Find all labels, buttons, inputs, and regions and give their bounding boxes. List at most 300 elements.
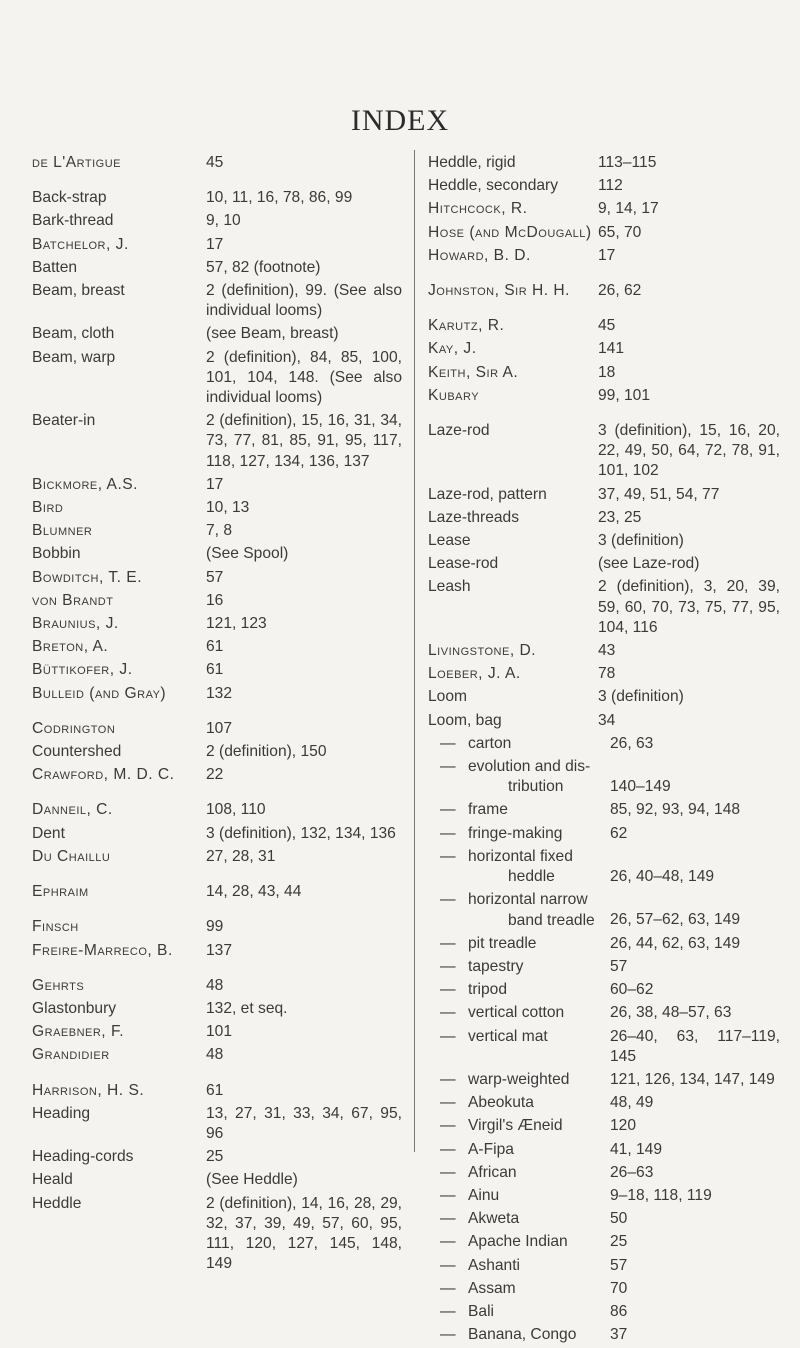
index-subterm [468, 1003, 564, 1023]
index-page-refs: 85, 92, 93, 94, 148 [610, 801, 741, 819]
index-page-refs: 45 [598, 317, 616, 335]
subterm-continuation: tribution [508, 778, 564, 796]
index-entry [32, 1170, 402, 1193]
index-term [428, 890, 610, 930]
index-term: Heddle [32, 1194, 82, 1212]
sub-entry-dash: — [440, 1186, 456, 1204]
index-page-refs: 10, 13 [206, 499, 250, 517]
index-entry [428, 1256, 780, 1279]
index-page-refs: 2 (definition), 99. (See also individual looms) [206, 282, 402, 320]
index-entry [428, 1003, 780, 1026]
index-page-refs: 99, 101 [598, 386, 651, 404]
sub-entry-dash: — [440, 891, 456, 909]
index-entry [32, 976, 402, 999]
index-page-refs: 2 (definition), 15, 16, 31, 34, 73, 77, 81, 85, 91, 95, 117, 118, 127, 134, 136, 137 [206, 412, 402, 470]
index-term: Beam, breast [32, 282, 125, 300]
index-term: Johnston, Sir H. H. [428, 282, 571, 300]
index-entry [428, 1093, 780, 1116]
index-entry [428, 1279, 780, 1302]
subterm-text: Akweta [468, 1210, 520, 1228]
sub-entry-dash: — [440, 1163, 456, 1181]
index-page-refs: (See Spool) [206, 545, 289, 563]
index-page-refs: 132, et seq. [206, 999, 288, 1017]
sub-entry-dash: — [440, 758, 456, 776]
index-subterm [468, 1116, 563, 1136]
index-subterm [468, 890, 595, 930]
index-page-refs: 14, 28, 43, 44 [206, 883, 302, 901]
subterm-continuation: heddle [508, 868, 555, 886]
index-term [428, 824, 610, 844]
index-term: Bowditch, T. E. [32, 568, 143, 586]
index-entry [428, 199, 780, 222]
index-page-refs: 10, 11, 16, 78, 86, 99 [206, 189, 353, 207]
index-entry [32, 719, 402, 742]
index-column-left [32, 153, 402, 1277]
index-subterm [468, 1186, 499, 1206]
index-entry [428, 1209, 780, 1232]
subterm-text: frame [468, 801, 508, 819]
index-subterm [468, 1325, 576, 1345]
index-subterm [468, 734, 511, 754]
sub-entry-dash: — [440, 734, 456, 752]
index-subterm [468, 957, 523, 977]
index-page-refs: 26, 38, 48–57, 63 [610, 1004, 732, 1022]
index-term: Back-strap [32, 189, 107, 207]
sub-entry-dash: — [440, 1210, 456, 1228]
index-page-refs: 37 [610, 1326, 628, 1344]
index-page-refs: 70 [610, 1279, 628, 1297]
index-term [428, 1209, 610, 1229]
subterm-text: A-Fipa [468, 1140, 514, 1158]
index-entry [428, 1140, 780, 1163]
index-entry [32, 153, 402, 188]
index-term [428, 1093, 610, 1113]
index-term: Countershed [32, 743, 122, 761]
index-entry [32, 235, 402, 258]
index-entry [32, 1022, 402, 1045]
index-term: Loeber, J. A. [428, 665, 521, 683]
sub-entry-dash: — [440, 847, 456, 865]
index-term: Gehrts [32, 976, 85, 994]
index-entry [32, 348, 402, 412]
index-term: Freire-Marreco, B. [32, 941, 173, 959]
index-page-refs: 17 [598, 246, 616, 264]
index-subterm [468, 1232, 568, 1252]
subterm-text: Virgil's Æneid [468, 1117, 563, 1135]
index-page-refs: 57 [610, 1256, 628, 1274]
index-term: Blumner [32, 522, 93, 540]
index-page-refs: 26, 57–62, 63, 149 [610, 911, 741, 929]
index-entry [32, 411, 402, 475]
index-entry [428, 1116, 780, 1139]
subterm-text: fringe-making [468, 824, 563, 842]
index-entry [428, 554, 780, 577]
subterm-text: Ashanti [468, 1256, 521, 1274]
index-term: Braunius, J. [32, 615, 119, 633]
index-entry [428, 508, 780, 531]
sub-entry-dash: — [440, 1117, 456, 1135]
sub-entry-dash: — [440, 1004, 456, 1022]
index-entry [428, 711, 780, 734]
index-term [428, 1070, 610, 1090]
index-page-refs: 65, 70 [598, 223, 642, 241]
index-entry [32, 568, 402, 591]
index-page-refs: 9–18, 118, 119 [610, 1186, 712, 1204]
sub-entry-dash: — [440, 957, 456, 975]
index-term: Howard, B. D. [428, 246, 531, 264]
index-entry [428, 890, 780, 933]
sub-entry-dash: — [440, 1279, 456, 1297]
index-page-refs: 23, 25 [598, 508, 642, 526]
index-entry [428, 386, 780, 421]
index-entry [428, 246, 780, 281]
index-page-refs: 2 (definition), 84, 85, 100, 101, 104, 148. (See also individual looms) [206, 348, 402, 407]
index-term [428, 1302, 610, 1322]
index-page-refs: 43 [598, 642, 616, 660]
index-term: Danneil, C. [32, 801, 113, 819]
index-entry [32, 684, 402, 719]
index-entry [32, 800, 402, 823]
index-term [428, 1186, 610, 1206]
index-term: Laze-rod, pattern [428, 485, 547, 503]
index-term: von Brandt [32, 591, 114, 609]
index-subterm [468, 1163, 517, 1183]
index-page-refs: 25 [610, 1233, 628, 1251]
index-page-refs: 16 [206, 591, 224, 609]
column-divider [414, 150, 415, 1152]
index-term: Dent [32, 824, 65, 842]
index-entry [32, 591, 402, 614]
subterm-text: horizontal narrow [468, 891, 588, 909]
index-entry [32, 847, 402, 882]
index-term [428, 1325, 610, 1345]
index-term: Laze-rod [428, 422, 490, 440]
index-term: Büttikofer, J. [32, 661, 133, 679]
index-entry [32, 1194, 402, 1278]
subterm-text: Banana, Congo [468, 1326, 577, 1344]
index-entry [428, 176, 780, 199]
index-subterm [468, 1140, 514, 1160]
index-entry [428, 153, 780, 176]
index-page-refs: 137 [206, 941, 233, 959]
index-subterm [468, 1027, 548, 1047]
index-entry [32, 544, 402, 567]
index-term: de L'Artigue [32, 154, 122, 171]
index-entry [32, 258, 402, 281]
sub-entry-dash: — [440, 1027, 456, 1045]
index-term: Glastonbury [32, 999, 117, 1017]
index-page-refs: 50 [610, 1210, 628, 1228]
index-term: Kay, J. [428, 340, 477, 358]
index-page-refs: 61 [206, 638, 224, 656]
index-term: Heddle, secondary [428, 177, 559, 195]
subterm-text: Abeokuta [468, 1094, 534, 1112]
index-term: Grandidier [32, 1046, 110, 1064]
index-entry [32, 824, 402, 847]
index-term [428, 1003, 610, 1023]
index-entry [428, 1070, 780, 1093]
index-term: Breton, A. [32, 638, 109, 656]
subterm-text: warp-weighted [468, 1070, 570, 1088]
index-entry [428, 316, 780, 339]
index-entry [428, 687, 780, 710]
index-term [428, 1027, 610, 1067]
subterm-text: horizontal fixed [468, 847, 573, 865]
index-term: Heddle, rigid [428, 154, 516, 171]
index-page-refs: 60–62 [610, 981, 654, 999]
index-term: Leash [428, 578, 471, 596]
index-entry [32, 324, 402, 347]
index-page-refs: 26, 40–48, 149 [610, 868, 715, 886]
index-subterm [468, 1209, 519, 1229]
index-term: Du Chaillu [32, 847, 111, 865]
index-term: Heading [32, 1104, 91, 1122]
index-entry [32, 614, 402, 637]
index-page-refs: 57, 82 (footnote) [206, 258, 321, 276]
index-entry [428, 577, 780, 641]
subterm-text: Apache Indian [468, 1233, 568, 1251]
index-term: Batchelor, J. [32, 235, 129, 253]
index-page-refs: 41, 149 [610, 1140, 663, 1158]
index-page-refs: 48 [206, 1046, 224, 1064]
index-entry [428, 824, 780, 847]
subterm-text: Bali [468, 1302, 495, 1320]
index-term [428, 1279, 610, 1299]
index-entry [32, 475, 402, 498]
index-subterm [468, 800, 508, 820]
index-term [428, 800, 610, 820]
index-page-refs: 48, 49 [610, 1094, 654, 1112]
index-term: Bobbin [32, 545, 81, 563]
index-entry [428, 531, 780, 554]
index-page-refs: 3 (definition) [598, 532, 684, 550]
subterm-text: vertical mat [468, 1027, 548, 1045]
index-term: Keith, Sir A. [428, 363, 519, 381]
index-page-refs: 99 [206, 918, 224, 936]
index-term: Codrington [32, 719, 116, 737]
index-page-refs: 2 (definition), 150 [206, 743, 327, 761]
sub-entry-dash: — [440, 824, 456, 842]
index-term [428, 847, 610, 887]
index-page-refs: 26, 44, 62, 63, 149 [610, 934, 741, 952]
index-entry [32, 660, 402, 683]
index-subterm [468, 1070, 569, 1090]
index-term: Bark-thread [32, 212, 114, 230]
index-entry [32, 521, 402, 544]
sub-entry-dash: — [440, 1140, 456, 1158]
index-entry [32, 211, 402, 234]
index-page-refs: 121, 126, 134, 147, 149 [610, 1070, 775, 1088]
index-entry [428, 485, 780, 508]
index-entry [32, 637, 402, 660]
index-entry [428, 1163, 780, 1186]
index-page-refs: 108, 110 [206, 801, 266, 819]
index-page-refs: 2 (definition), 14, 16, 28, 29, 32, 37, 39, 49, 57, 60, 95, 111, 120, 127, 145, 148, 149 [206, 1194, 402, 1273]
index-term: Hitchcock, R. [428, 200, 528, 218]
index-page-refs: 141 [598, 340, 625, 358]
subterm-text: vertical cotton [468, 1004, 565, 1022]
index-entry [428, 339, 780, 362]
index-page-refs: (see Beam, breast) [206, 325, 339, 343]
index-page-refs: 26, 62 [598, 282, 642, 300]
index-page-refs: 25 [206, 1148, 224, 1166]
index-page-refs: 86 [610, 1302, 628, 1320]
index-entry [428, 281, 780, 316]
index-term: Beam, cloth [32, 325, 115, 343]
sub-entry-dash: — [440, 1094, 456, 1112]
index-term: Bulleid (and Gray) [32, 684, 167, 702]
index-page-refs: 3 (definition) [598, 688, 684, 706]
sub-entry-dash: — [440, 934, 456, 952]
index-subterm [468, 1279, 516, 1299]
index-entry [32, 941, 402, 976]
index-entry [428, 664, 780, 687]
index-term [428, 1116, 610, 1136]
index-page-refs: 48 [206, 976, 224, 994]
index-entry [428, 980, 780, 1003]
index-subterm [468, 1256, 520, 1276]
index-page-refs: 13, 27, 31, 33, 34, 67, 95, 96 [206, 1104, 402, 1142]
index-term: Heald [32, 1171, 73, 1189]
index-column-right [428, 153, 780, 1348]
subterm-continuation: band treadle [508, 911, 595, 929]
index-entry [32, 1081, 402, 1104]
index-entry [32, 765, 402, 800]
index-entry [32, 742, 402, 765]
sub-entry-dash: — [440, 981, 456, 999]
sub-entry-dash: — [440, 1256, 456, 1274]
index-term: Hose (and McDougall) [428, 223, 592, 241]
index-term: Graebner, F. [32, 1023, 125, 1041]
index-term: Finsch [32, 918, 79, 936]
index-subterm [468, 757, 590, 797]
index-page-refs: 107 [206, 719, 233, 737]
index-entry [32, 882, 402, 917]
index-page-refs: 7, 8 [206, 522, 233, 540]
index-page-refs: 140–149 [610, 778, 671, 796]
index-entry [32, 1104, 402, 1147]
index-entry [428, 734, 780, 757]
index-page-refs: 34 [598, 711, 616, 729]
index-page-refs: 17 [206, 475, 224, 493]
index-page-refs: 62 [610, 824, 628, 842]
index-term: Batten [32, 258, 78, 276]
sub-entry-dash: — [440, 1070, 456, 1088]
index-entry [428, 1186, 780, 1209]
index-term: Loom, bag [428, 711, 502, 729]
index-entry [428, 1325, 780, 1348]
index-page-refs: 3 (definition), 15, 16, 20, 22, 49, 50, 64, 72, 78, 91, 101, 102 [598, 422, 780, 480]
index-page-refs: 113–115 [598, 154, 657, 171]
index-page-refs: (see Laze-rod) [598, 555, 700, 573]
index-page-refs: 61 [206, 1081, 224, 1099]
index-term: Karutz, R. [428, 317, 505, 335]
index-page-refs: 37, 49, 51, 54, 77 [598, 485, 720, 503]
index-page-refs: 45 [206, 154, 224, 171]
index-entry [32, 498, 402, 521]
index-page-refs: 22 [206, 766, 224, 784]
index-page-refs: 132 [206, 684, 233, 702]
index-page-refs: 57 [610, 957, 628, 975]
index-term: Lease-rod [428, 555, 499, 573]
index-term: Kubary [428, 386, 480, 404]
index-page-refs: 18 [598, 363, 616, 381]
index-subterm [468, 1302, 494, 1322]
index-term [428, 957, 610, 977]
index-entry [428, 1232, 780, 1255]
index-entry [428, 641, 780, 664]
index-page-refs: 17 [206, 235, 224, 253]
subterm-text: evolution and dis- [468, 758, 591, 776]
index-term [428, 1140, 610, 1160]
index-term: Bird [32, 499, 64, 517]
index-page-refs: 61 [206, 661, 224, 679]
index-term [428, 734, 610, 754]
index-term [428, 1163, 610, 1183]
index-term: Ephraim [32, 883, 89, 901]
subterm-text: tapestry [468, 957, 524, 975]
index-term: Bickmore, A.S. [32, 475, 139, 493]
subterm-text: tripod [468, 981, 508, 999]
index-term [428, 980, 610, 1000]
index-entry [428, 800, 780, 823]
index-term: Heading-cords [32, 1148, 134, 1166]
index-subterm [468, 1093, 534, 1113]
index-entry [428, 957, 780, 980]
sub-entry-dash: — [440, 1326, 456, 1344]
index-term: Lease [428, 532, 471, 550]
index-entry [428, 363, 780, 386]
index-entry [428, 421, 780, 485]
index-entry [428, 757, 780, 800]
subterm-text: carton [468, 734, 512, 752]
index-term: Beam, warp [32, 348, 116, 366]
index-page-refs: 120 [610, 1117, 637, 1135]
index-subterm [468, 980, 507, 1000]
sub-entry-dash: — [440, 801, 456, 819]
subterm-text: Assam [468, 1279, 516, 1297]
index-entry [428, 1302, 780, 1325]
index-entry [32, 999, 402, 1022]
index-page-refs: 2 (definition), 3, 20, 39, 59, 60, 70, 73, 75, 77, 95, 104, 116 [598, 578, 780, 636]
index-term: Crawford, M. D. C. [32, 766, 175, 784]
page-title: INDEX [350, 104, 450, 137]
index-page-refs: 26–40, 63, 117–119, 145 [610, 1027, 780, 1065]
index-page-refs: 27, 28, 31 [206, 847, 276, 865]
index-page-refs: 26, 63 [610, 734, 654, 752]
index-subterm [468, 934, 536, 954]
index-term [428, 934, 610, 954]
index-entry [32, 188, 402, 211]
index-page-refs: 78 [598, 665, 616, 683]
sub-entry-dash: — [440, 1233, 456, 1251]
index-page-refs: 57 [206, 568, 224, 586]
index-page-refs: 3 (definition), 132, 134, 136 [206, 824, 396, 842]
index-term: Beater-in [32, 412, 96, 430]
index-entry [428, 934, 780, 957]
index-entry [428, 1027, 780, 1070]
index-subterm [468, 847, 573, 887]
index-entry [32, 1045, 402, 1080]
index-entry [32, 281, 402, 324]
index-page-refs: 121, 123 [206, 615, 267, 633]
index-page-refs: 9, 14, 17 [598, 200, 659, 218]
index-page-refs: 101 [206, 1023, 233, 1041]
index-term: Livingstone, D. [428, 642, 537, 660]
sub-entry-dash: — [440, 1302, 456, 1320]
index-entry [32, 917, 402, 940]
index-entry [32, 1147, 402, 1170]
